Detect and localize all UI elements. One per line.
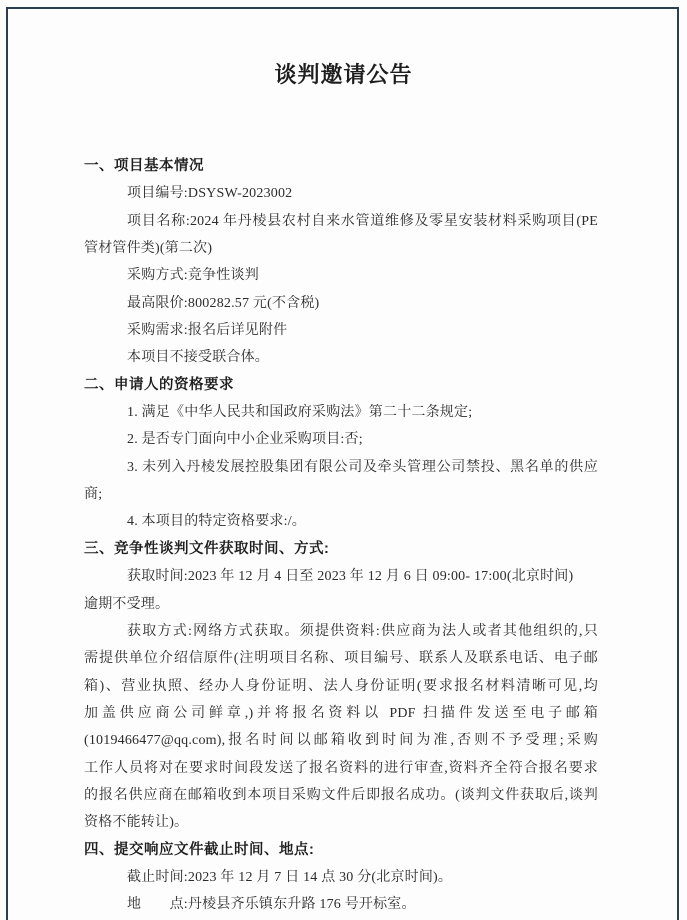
section-heading: 二、申请人的资格要求 [84,376,234,393]
document-line: 4. 本项目的特定资格要求:/。 [127,514,306,530]
section-heading: 四、提交响应文件截止时间、地点: [84,841,315,858]
document-line: 地 点:丹棱县齐乐镇东升路 176 号开标室。 [127,897,416,913]
document-title: 谈判邀请公告 [274,62,413,87]
document-line: 获取时间:2023 年 12 月 4 日至 2023 年 12 月 6 日 09:00- 17:00(北京时间) [127,569,574,585]
document-line: 3. 未列入丹棱发展控股集团有限公司及牵头管理公司禁投、黑名单的供应 [127,459,598,475]
document-line: 逾期不受理。 [84,596,170,612]
document-line: 商; [84,487,103,503]
document-line: 项目名称:2024 年丹棱县农村自来水管道维修及零星安装材料采购项目(PE [127,213,598,229]
document-line: 最高限价:800282.57 元(不含税) [127,295,320,311]
section-heading: 三、竞争性谈判文件获取时间、方式: [84,540,330,557]
document-line: 加盖供应商公司鲜章,)并将报名资料以 PDF 扫描件发送至电子邮箱 [84,705,598,721]
document-line: 获取方式:网络方式获取。须提供资料:供应商为法人或者其他组织的,只 [127,623,598,639]
document-line: 采购方式:竞争性谈判 [127,268,259,284]
document-line: 1. 满足《中华人民共和国政府采购法》第二十二条规定; [127,405,473,421]
document-line: 箱)、营业执照、经办人身份证明、法人身份证明(要求报名材料清晰可见,均 [84,678,598,694]
document-line: 工作人员将对在要求时间段发送了报名资料的进行审查,资料齐全符合报名要求 [84,760,598,776]
document-line: 的报名供应商在邮箱收到本项目采购文件后即报名成功。(谈判文件获取后,谈判 [84,787,598,803]
document-line: 本项目不接受联合体。 [127,350,269,366]
document-line: 项目编号:DSYSW-2023002 [127,186,293,202]
document-body [84,153,598,919]
document-line: 采购需求:报名后详见附件 [127,323,288,339]
document-line: 2. 是否专门面向中小企业采购项目:否; [127,432,363,448]
document-line: 管材管件类)(第二次) [84,241,213,257]
document-line: 资格不能转让)。 [84,815,189,831]
section-heading: 一、项目基本情况 [84,158,204,174]
document-line: (1019466477@qq.com),报名时间以邮箱收到时间为准,否则不予受理;采购 [84,733,598,749]
document-line: 需提供单位介绍信原件(注明项目名称、项目编号、联系人及联系电话、电子邮 [84,651,598,667]
document-line: 截止时间:2023 年 12 月 7 日 14 点 30 分(北京时间)。 [127,869,453,885]
